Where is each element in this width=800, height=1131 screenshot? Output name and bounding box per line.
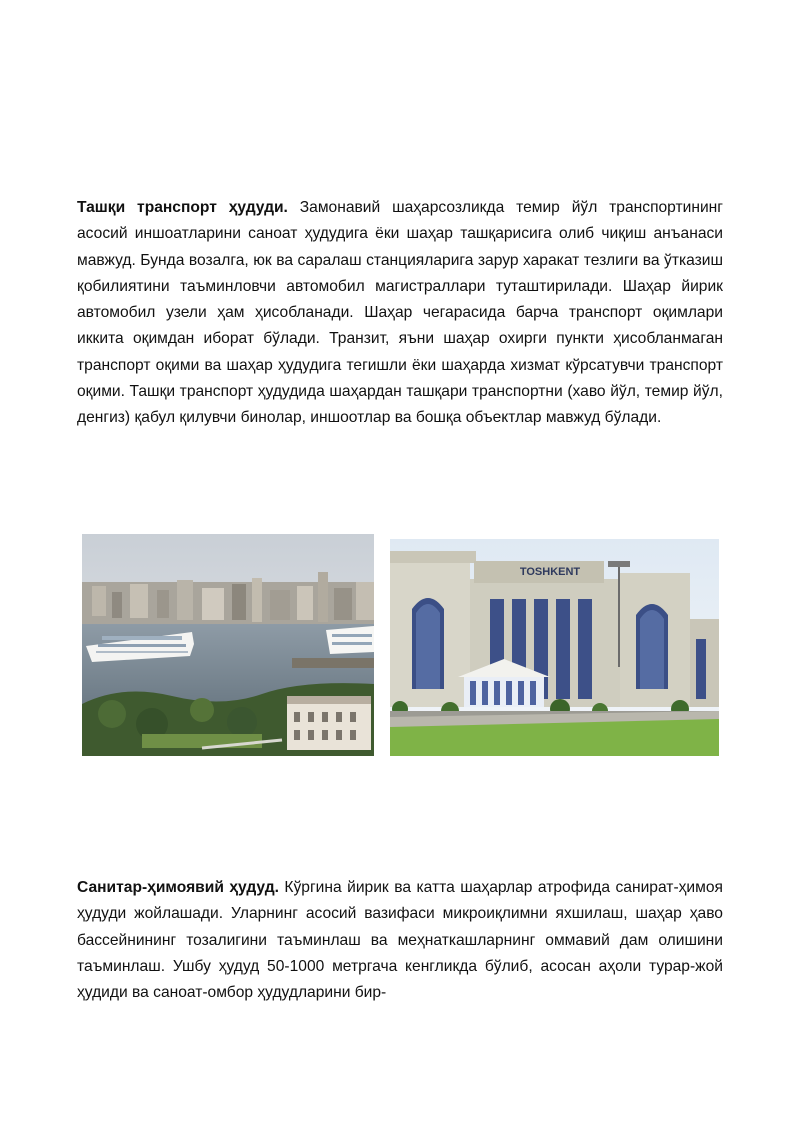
port-photo bbox=[82, 534, 374, 756]
paragraph-heading: Санитар-ҳимоявий ҳудуд. bbox=[77, 879, 279, 896]
station-sign: TOSHKENT bbox=[519, 566, 581, 578]
railway-station-photo bbox=[390, 539, 719, 756]
paragraph-heading: Ташқи транспорт ҳудуди. bbox=[77, 199, 288, 216]
paragraph-sanitary-zone bbox=[77, 875, 723, 1006]
paragraph-body: Кўргина йирик ва катта шаҳарлар атрофида санират-ҳимоя ҳудуди жойлашади. Уларнинг асосий вазифаси микроиқлимни яхшилаш, шаҳар ҳаво бассейнининг тозалигини таъминлаш ва меҳнаткашларнинг оммавий дам олишини таъминлаш. Ушбу ҳудуд 50-1000 метргача кенгликда бўлиб, асосан аҳоли турар-жой ҳудиди ва саноат-омбор ҳудудларини бир- bbox=[77, 879, 723, 1002]
paragraph-body: Замонавий шаҳарсозликда темир йўл транспортининг асосий иншоатларини саноат ҳудудига ёки шаҳар ташқарисига олиб чиқиш анъанаси мавжуд. Бунда возалга, юк ва саралаш станцияларига зарур харакат тезлиги ва ўтказиш қобилиятини таъминловчи автомобил магистраллари туташтирилади. Шаҳар йирик автомобил узели ҳам ҳисобланади. Шаҳар чегарасида барча транспорт оқимлари иккита оқимдан иборат бўлади. Транзит, яъни шаҳар охирги пункти ҳисобланмаган транспорт оқими ва шаҳар ҳудудига тегишли ёки шаҳарда хизмат кўрсатувчи транспорт оқими. Ташқи транспорт ҳудудида шаҳардан ташқари транспортни (хаво йўл, темир йўл, денгиз) қабул қилувчи бинолар, иншоотлар ва бошқа объектлар мавжуд бўлади. bbox=[77, 199, 723, 427]
paragraph-external-transport bbox=[77, 195, 723, 432]
